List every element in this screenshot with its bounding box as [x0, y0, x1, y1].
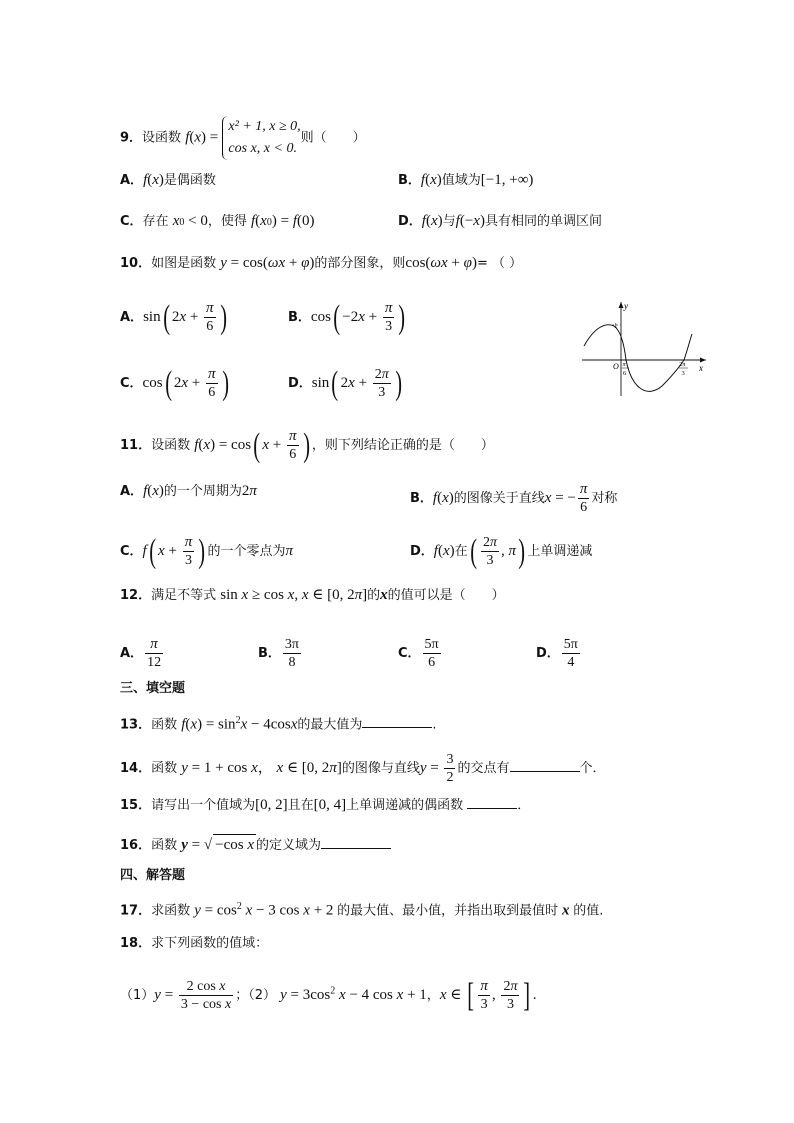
q9-option-c: C．存在 x0 < 0，使得 f(x0) = f(0) [120, 213, 315, 229]
q10-option-b: B．cos( −2x + $\frac{\pi}{3}$ ) [288, 298, 406, 336]
q11-stem: 11．设函数 f(x) = cos( x + $\frac{\pi}{6}$ ) ，则下列结论正确的是（ ） [120, 426, 494, 464]
q12-option-a: A． $\frac{\pi}{12}$ [120, 636, 162, 670]
q10-graph [580, 298, 710, 400]
q10-stem: 10．如图是函数 y = cos(ωx + φ)的部分图象，则cos(ωx + φ)= （ ） [120, 255, 523, 271]
q10-option-c: C．cos( 2x + $\frac{\pi}{6}$ ) [120, 364, 229, 402]
q12-stem: 12．满足不等式 sin x ≥ cos x, x ∈ [0, 2π]的x的值可以是（ ） [120, 587, 505, 603]
tick1-num: π [622, 361, 626, 368]
q12-option-d: D． $\frac{5\pi}{4}$ [536, 637, 578, 670]
y-label: y [624, 301, 628, 311]
q10-option-d: D．sin( 2x + $\frac{2\pi}{3}$ ) [288, 364, 402, 402]
one-label: 1 [614, 322, 618, 330]
q15: 15．请写出一个值域为[0, 2]且在[0, 4]上单调递减的偶函数 ． [120, 794, 530, 816]
section-fill-in: 三、填空题 [120, 681, 186, 696]
q16: 16．函数 y = √ −cos x 的定义域为 [120, 834, 391, 856]
q10-option-a: A．sin( 2x + $\frac{\pi}{6}$ ) [120, 298, 227, 336]
tick2-num: 2π [679, 361, 686, 368]
q12-option-c: C． $\frac{5\pi}{6}$ [398, 637, 439, 670]
q9-option-d: D．f(x)与f(−x)具有相同的单调区间 [398, 213, 602, 229]
q12-option-b: B． $\frac{3\pi}{8}$ [258, 637, 299, 670]
origin-label: O [613, 362, 619, 371]
q17: 17．求函数 $y = \cos^2 x - 3$ cos x + 2 的最大值、最小值，并指出取到最值时 x 的值. [120, 901, 604, 919]
q11-option-a: A．f(x)的一个周期为2π [120, 483, 257, 499]
x-label: x [699, 363, 703, 373]
piecewise-cases: x² + 1, x ≥ 0, cos x, x < 0. [222, 116, 300, 160]
cosine-curve [584, 325, 692, 392]
x-axis-arrow [700, 358, 706, 363]
q11-option-b: B．f(x)的图像关于直线x = − $\frac{\pi}{6}$ 对称 [410, 481, 618, 515]
q14: 14．函数 y = 1 + cos x， x ∈ [0, 2π]的图像与直线y = $\frac{3}{2}$ 的交点有 个． [120, 752, 606, 785]
q9-option-a: A．f(x)是偶函数 [120, 172, 216, 188]
q18-parts: （1）y = $\frac{\text{2 cos x}}{\text{3 − cos x}}$ ；（2） $y = 3\cos^2$ x − 4 cos x + 1，x ∈ [ $\frac{\pi}{3}$ , $\frac{2\pi}{3}$ ] . [120, 976, 537, 1014]
q13: 13．函数 $f(x) = \sin^2x - 4\cos x$的最大值为 . [120, 715, 437, 733]
q9-option-b: B．f(x)值域为[−1, +∞) [398, 172, 534, 188]
q11-option-c: C．f( x + $\frac{\pi}{3}$ ) 的一个零点为π [120, 532, 294, 570]
q11-option-d: D．f(x)在( $\frac{2\pi}{3}$ , π) 上单调递减 [410, 532, 593, 570]
tick2-den: 3 [681, 370, 685, 377]
q18-stem: 18．求下列函数的值域： [120, 936, 269, 951]
y-axis-arrow [619, 302, 624, 308]
section-answer: 四、解答题 [120, 868, 186, 883]
q9-stem: 9．设函数 f(x) = x² + 1, x ≥ 0, cos x, x < 0. 则（ ） [120, 116, 366, 160]
tick1-den: 6 [623, 370, 627, 377]
